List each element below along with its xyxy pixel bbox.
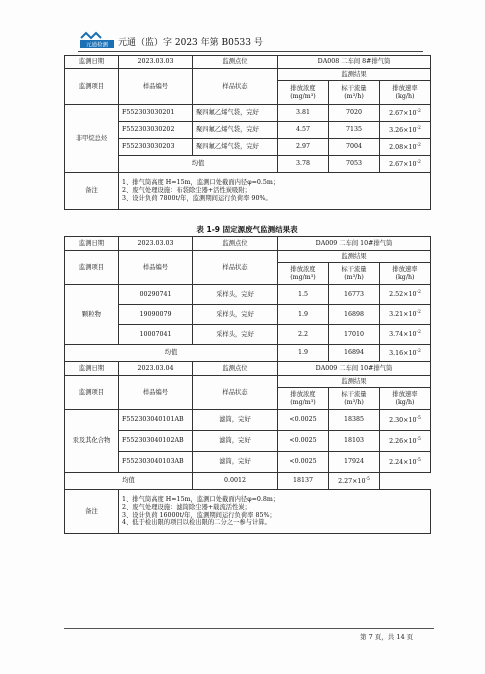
sample-state: 采样头，完好: [193, 325, 278, 345]
table-row: [65, 105, 431, 122]
conc-value: 1.5: [278, 285, 329, 305]
flow-value: 16894: [329, 345, 380, 362]
sample-no: F552303040103AB: [119, 452, 193, 473]
report-code: 元通（监）字 2023 年第 B0533 号: [118, 38, 263, 48]
sample-no: F552303040102AB: [119, 431, 193, 452]
conc-value: 2.2: [278, 325, 329, 345]
point-value: DA009 二车间 10#排气筒: [278, 237, 431, 251]
rate-value: $2.67\times 10^{-2}$: [380, 105, 431, 122]
flow-header: 标干流量 (m³/h): [329, 388, 380, 410]
flow-value: 7053: [329, 156, 380, 173]
item-header: 监测项目: [65, 251, 119, 285]
company-logo-icon: [78, 30, 116, 50]
date-value: 2023.03.03: [119, 237, 193, 251]
remark-text: 1、排气筒高度 H=15m，监测口处截面内径φ=0.5m； 2、废气处理设施：布袋除尘器+活性炭吸附； 3、设计负荷 7800t/年，监测期间运行负荷率 90%。: [119, 173, 431, 210]
average-label: 均值: [65, 345, 278, 362]
result-header: 监测结果: [278, 376, 431, 388]
conc-value: 3.81: [278, 105, 329, 122]
table-row: [65, 452, 431, 473]
rate-value: $3.74\times 10^{-2}$: [380, 325, 431, 345]
state-header: 样品状态: [193, 376, 278, 410]
sample-no: 00290741: [119, 285, 193, 305]
table-row: [65, 305, 431, 325]
sample-state: 聚四氟乙烯气袋，完好: [193, 122, 278, 139]
flow-header: 标干流量 (m³/h): [329, 81, 380, 105]
date-value: 2023.03.03: [119, 56, 193, 69]
flow-value: 18385: [329, 410, 380, 431]
average-label: 均值: [65, 473, 193, 490]
rate-value: $3.21\times 10^{-2}$: [380, 305, 431, 325]
flow-value: 7135: [329, 122, 380, 139]
conc-value: 1.9: [278, 305, 329, 325]
exhaust-table-da008: [64, 55, 431, 210]
table-row: [65, 285, 431, 305]
conc-value: <0.0025: [278, 452, 329, 473]
table-row: [65, 325, 431, 345]
sample-state: 滤筒，完好: [193, 452, 278, 473]
remark-row: [65, 173, 431, 210]
rate-value: $2.67\times 10^{-2}$: [380, 156, 431, 173]
state-header: 样品状态: [193, 251, 278, 285]
date-label: 监测日期: [65, 237, 119, 251]
state-header: 样品状态: [193, 69, 278, 105]
average-row: [65, 345, 431, 362]
date-value: 2023.03.04: [119, 362, 193, 376]
remark-label: 备注: [65, 490, 119, 534]
conc-value: 2.97: [278, 139, 329, 156]
point-value: DA009 二车间 10#排气筒: [278, 362, 431, 376]
sample-no: 10007041: [119, 325, 193, 345]
conc-value: 0.0012: [193, 473, 278, 490]
conc-value: <0.0025: [278, 410, 329, 431]
table-row: [65, 410, 431, 431]
sample-no: F552303030201: [119, 105, 193, 122]
rate-header: 排放速率 (kg/h): [380, 81, 431, 105]
remark-text: 1、排气筒高度 H=15m，监测口处截面内径φ=0.8m； 2、废气处理设施：滤筒除尘器+载流活性炭； 3、设计负荷 16000t/年，监测期间运行负荷率 85%； 4、低于检出限的项目以检出限的二分之一参与计算。: [119, 490, 431, 534]
sample-no: 19090079: [119, 305, 193, 325]
page-number: 第 7 页，共 14 页: [360, 633, 414, 641]
header-divider: [78, 51, 423, 52]
item-header: 监测项目: [65, 376, 119, 410]
flow-value: 18137: [278, 473, 329, 490]
conc-header: 排放浓度 (mg/m³): [278, 263, 329, 285]
rate-header: 排放速率 (kg/h): [380, 388, 431, 410]
conc-value: 1.9: [278, 345, 329, 362]
svg-text:元通检测: 元通检测: [85, 42, 109, 49]
table-row: [65, 431, 431, 452]
sample-no: F552303030202: [119, 122, 193, 139]
rate-value: $2.30\times 10^{-5}$: [380, 410, 431, 431]
footer-divider: [64, 628, 434, 629]
point-label: 监测点位: [193, 237, 278, 251]
flow-value: 17010: [329, 325, 380, 345]
average-row: [65, 473, 431, 490]
exhaust-table-da009: [64, 236, 431, 534]
rate-value: $3.16\times 10^{-2}$: [380, 345, 431, 362]
rate-value: $2.27\times 10^{-5}$: [329, 473, 380, 490]
result-header: 监测结果: [278, 251, 431, 263]
sample-state: 采样头，完好: [193, 305, 278, 325]
report-header: [78, 30, 418, 52]
rate-value: $2.08\times 10^{-2}$: [380, 139, 431, 156]
conc-header: 排放浓度 (mg/m³): [278, 81, 329, 105]
flow-header: 标干流量 (m³/h): [329, 263, 380, 285]
rate-header: 排放速率 (kg/h): [380, 263, 431, 285]
conc-value: 4.57: [278, 122, 329, 139]
pollutant-name: 非甲烷总烃: [65, 105, 119, 173]
sample-state: 滤筒，完好: [193, 431, 278, 452]
average-label: 均值: [119, 156, 278, 173]
flow-value: 18103: [329, 431, 380, 452]
sample-no-header: 样品编号: [119, 376, 193, 410]
flow-value: 7004: [329, 139, 380, 156]
average-row: [65, 156, 431, 173]
rate-value: $2.52\times 10^{-2}$: [380, 285, 431, 305]
flow-value: 16898: [329, 305, 380, 325]
sample-state: 聚四氟乙烯气袋，完好: [193, 139, 278, 156]
table-row: [65, 122, 431, 139]
rate-value: $2.24\times 10^{-5}$: [380, 452, 431, 473]
sample-state: 采样头，完好: [193, 285, 278, 305]
sample-no-header: 样品编号: [119, 251, 193, 285]
flow-value: 17924: [329, 452, 380, 473]
sample-no: F552303040101AB: [119, 410, 193, 431]
sample-state: 聚四氟乙烯气袋，完好: [193, 105, 278, 122]
result-header: 监测结果: [278, 69, 431, 81]
remark-label: 备注: [65, 173, 119, 210]
point-value: DA008 二车间 8#排气筒: [278, 56, 431, 69]
date-label: 监测日期: [65, 56, 119, 69]
point-label: 监测点位: [193, 56, 278, 69]
remark-row: [65, 490, 431, 534]
rate-value: $2.26\times 10^{-5}$: [380, 431, 431, 452]
point-label: 监测点位: [193, 362, 278, 376]
table-row: [65, 139, 431, 156]
sample-no: F552303030203: [119, 139, 193, 156]
conc-value: 3.78: [278, 156, 329, 173]
conc-header: 排放浓度 (mg/m³): [278, 388, 329, 410]
pollutant-name: 颗粒物: [65, 285, 119, 345]
pollutant-name: 汞及其化合物: [65, 410, 119, 473]
flow-value: 7020: [329, 105, 380, 122]
sample-no-header: 样品编号: [119, 69, 193, 105]
sample-state: 滤筒，完好: [193, 410, 278, 431]
rate-value: $3.26\times 10^{-2}$: [380, 122, 431, 139]
conc-value: <0.0025: [278, 431, 329, 452]
flow-value: 16773: [329, 285, 380, 305]
date-label: 监测日期: [65, 362, 119, 376]
table-caption: 表 1-9 固定源废气监测结果表: [196, 225, 298, 234]
item-header: 监测项目: [65, 69, 119, 105]
